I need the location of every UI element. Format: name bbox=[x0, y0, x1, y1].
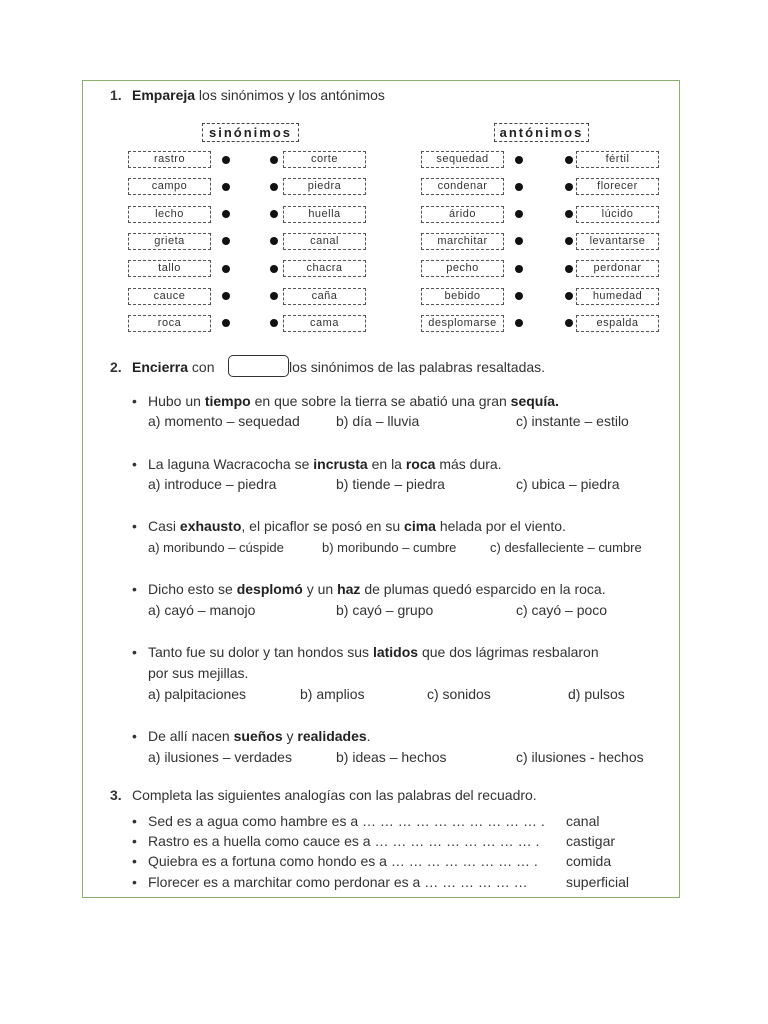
option-c[interactable]: c) sonidos bbox=[427, 686, 491, 702]
antonimos-left-word: sequedad bbox=[421, 151, 504, 168]
q1-instruction bbox=[132, 87, 385, 103]
match-dot[interactable] bbox=[515, 156, 523, 164]
word-bank-2: castigar bbox=[566, 833, 616, 849]
option-c[interactable]: c) ilusiones - hechos bbox=[516, 749, 644, 765]
sinonimos-left-word: roca bbox=[128, 315, 211, 332]
match-dot[interactable] bbox=[222, 183, 230, 191]
match-dot[interactable] bbox=[565, 183, 573, 191]
q1-number: 1. bbox=[110, 87, 122, 103]
bullet: • bbox=[132, 644, 137, 660]
option-b[interactable]: b) cayó – grupo bbox=[336, 602, 434, 618]
q2-item-3: Casi exhausto, el picaflor se posó en su cima helada por el viento. bbox=[148, 518, 566, 534]
q2-bold: Encierra bbox=[132, 359, 189, 375]
q2-item-6: De allí nacen sueños y realidades. bbox=[148, 728, 371, 744]
antonimos-left-word: bebido bbox=[421, 288, 504, 305]
bullet: • bbox=[132, 728, 137, 744]
q1-bold: Empareja bbox=[132, 87, 196, 103]
bullet: • bbox=[132, 813, 137, 829]
bullet: • bbox=[132, 833, 137, 849]
match-dot[interactable] bbox=[270, 183, 278, 191]
bullet: • bbox=[132, 853, 137, 869]
word-bank-1: canal bbox=[566, 813, 600, 829]
q2-item-5-line2: por sus mejillas. bbox=[148, 665, 249, 681]
q2-item-1: Hubo un tiempo en que sobre la tierra se abatió una gran sequía. bbox=[148, 393, 559, 409]
option-a[interactable]: a) moribundo – cúspide bbox=[148, 540, 284, 555]
option-d[interactable]: d) pulsos bbox=[568, 686, 625, 702]
sinonimos-right-word: piedra bbox=[283, 178, 366, 195]
bullet: • bbox=[132, 518, 137, 534]
sinonimos-right-word: caña bbox=[283, 288, 366, 305]
antonimos-right-word: levantarse bbox=[576, 233, 659, 250]
q2-pre: con bbox=[188, 359, 215, 375]
match-dot[interactable] bbox=[515, 265, 523, 273]
match-dot[interactable] bbox=[270, 265, 278, 273]
bullet: • bbox=[132, 456, 137, 472]
analogy-3: Quiebra es a fortuna como hondo es a … … … … … … … … . bbox=[148, 853, 538, 869]
sinonimos-left-word: lecho bbox=[128, 206, 211, 223]
sinonimos-left-word: grieta bbox=[128, 233, 211, 250]
option-a[interactable]: a) palpitaciones bbox=[148, 686, 247, 702]
option-c[interactable]: c) instante – estilo bbox=[516, 413, 629, 429]
sinonimos-left-word: rastro bbox=[128, 151, 211, 168]
sinonimos-right-word: chacra bbox=[283, 260, 366, 277]
antonimos-right-word: espalda bbox=[576, 315, 659, 332]
option-c[interactable]: c) ubica – piedra bbox=[516, 476, 620, 492]
sinonimos-right-word: canal bbox=[283, 233, 366, 250]
option-a[interactable]: a) momento – sequedad bbox=[148, 413, 300, 429]
sinonimos-right-word: cama bbox=[283, 315, 366, 332]
analogy-1: Sed es a agua como hambre es a … … … … … … … … … … . bbox=[148, 813, 545, 829]
analogy-4: Florecer es a marchitar como perdonar es a … … … … … … bbox=[148, 874, 528, 890]
option-b[interactable]: b) moribundo – cumbre bbox=[322, 540, 457, 555]
option-b[interactable]: b) tiende – piedra bbox=[336, 476, 445, 492]
sinonimos-left-word: cauce bbox=[128, 288, 211, 305]
q2-item-5: Tanto fue su dolor y tan hondos sus latidos que dos lágrimas resbalaron bbox=[148, 644, 599, 660]
word-bank-4: superficial bbox=[566, 874, 630, 890]
option-b[interactable]: b) día – lluvia bbox=[336, 413, 420, 429]
antonimos-left-word: desplomarse bbox=[421, 315, 504, 332]
option-c[interactable]: c) desfalleciente – cumbre bbox=[490, 540, 642, 555]
antonimos-right-word: fértil bbox=[576, 151, 659, 168]
antonimos-header: antónimos bbox=[494, 123, 589, 142]
option-a[interactable]: a) introduce – piedra bbox=[148, 476, 277, 492]
match-dot[interactable] bbox=[222, 292, 230, 300]
sinonimos-right-word: corte bbox=[283, 151, 366, 168]
antonimos-left-word: marchitar bbox=[421, 233, 504, 250]
antonimos-right-word: lúcido bbox=[576, 206, 659, 223]
q3-instruction: Completa las siguientes analogías con las palabras del recuadro. bbox=[132, 787, 537, 803]
analogy-2: Rastro es a huella como cauce es a … … … … … … … … … . bbox=[148, 833, 540, 849]
word-bank-3: comida bbox=[566, 853, 612, 869]
sinonimos-header: sinónimos bbox=[202, 123, 299, 142]
match-dot[interactable] bbox=[565, 265, 573, 273]
q2-item-4: Dicho esto se desplomó y un haz de plumas quedó esparcido en la roca. bbox=[148, 581, 606, 597]
bullet: • bbox=[132, 874, 137, 890]
match-dot[interactable] bbox=[222, 156, 230, 164]
antonimos-right-word: florecer bbox=[576, 178, 659, 195]
match-dot[interactable] bbox=[515, 183, 523, 191]
circle-box-sample bbox=[228, 355, 289, 377]
q2-item-2: La laguna Wacracocha se incrusta en la roca más dura. bbox=[148, 456, 502, 472]
bullet: • bbox=[132, 581, 137, 597]
q1-rest: los sinónimos y los antónimos bbox=[195, 87, 385, 103]
option-b[interactable]: b) ideas – hechos bbox=[336, 749, 447, 765]
match-dot[interactable] bbox=[515, 292, 523, 300]
antonimos-left-word: pecho bbox=[421, 260, 504, 277]
antonimos-left-word: condenar bbox=[421, 178, 504, 195]
q2-post: los sinónimos de las palabras resaltadas. bbox=[289, 359, 546, 375]
antonimos-right-word: perdonar bbox=[576, 260, 659, 277]
match-dot[interactable] bbox=[565, 292, 573, 300]
sinonimos-right-word: huella bbox=[283, 206, 366, 223]
option-c[interactable]: c) cayó – poco bbox=[516, 602, 608, 618]
antonimos-left-word: árido bbox=[421, 206, 504, 223]
antonimos-right-word: humedad bbox=[576, 288, 659, 305]
q2-instruction-start bbox=[132, 359, 215, 375]
match-dot[interactable] bbox=[270, 156, 278, 164]
sinonimos-left-word: campo bbox=[128, 178, 211, 195]
option-b[interactable]: b) amplios bbox=[300, 686, 365, 702]
option-a[interactable]: a) cayó – manojo bbox=[148, 602, 256, 618]
match-dot[interactable] bbox=[565, 156, 573, 164]
match-dot[interactable] bbox=[222, 265, 230, 273]
bullet: • bbox=[132, 393, 137, 409]
q2-number: 2. bbox=[110, 359, 122, 375]
sinonimos-left-word: tallo bbox=[128, 260, 211, 277]
match-dot[interactable] bbox=[270, 292, 278, 300]
option-a[interactable]: a) ilusiones – verdades bbox=[148, 749, 292, 765]
q3-number: 3. bbox=[110, 787, 122, 803]
